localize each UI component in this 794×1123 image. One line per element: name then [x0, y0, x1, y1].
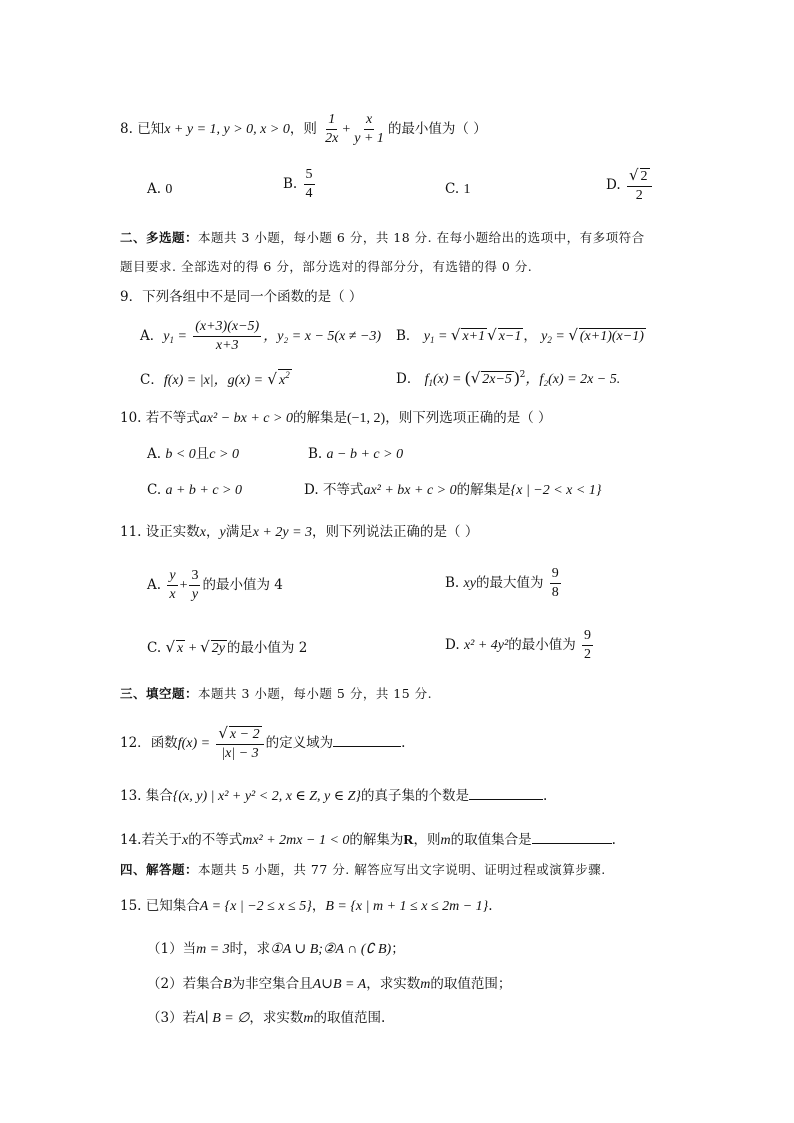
q9-option-b: B． $y_1$ = √ x+1 √ x−1 ， $y_2$ = √ (x+1)(x−1)	[396, 326, 644, 345]
q10-option-c: C. a + b + c > 0	[147, 482, 242, 498]
q8-fraction-2: $\frac{x}{y + 1}$	[354, 112, 384, 146]
q15-part-3: （3）若A∣ B = ∅，求实数m的取值范围.	[147, 1010, 386, 1026]
q14-answer-blank[interactable]	[532, 831, 612, 844]
section-3-header: 三、填空题：本题共 3 小题，每小题 5 分，共 15 分.	[120, 686, 433, 701]
q14-stem: 14.若关于x的不等式mx² + 2mx − 1 < 0的解集为R，则m的取值集合是 .	[120, 832, 616, 848]
q11-option-a: A. $\frac{y}{x}$ + $\frac{3}{y}$ 的最小值为 4	[147, 568, 283, 602]
q9-option-a: A．$y_1$ = $\frac{(x+3)(x-5)}{x+3}$ ，y₂ = x − 5(x ≠ −3)	[140, 319, 382, 353]
q15-stem: 15. 已知集合A = {x | −2 ≤ x ≤ 5}，B = {x | m + 1 ≤ x ≤ 2m − 1}.	[120, 898, 493, 914]
section-2-desc: 题目要求. 全部选对的得 6 分，部分选对的得部分分，有选错的得 0 分.	[120, 259, 533, 274]
section-4-header: 四、解答题：本题共 5 小题，共 77 分. 解答应写出文字说明、证明过程或演算步骤.	[120, 862, 606, 877]
q9-stem: 9．下列各组中不是同一个函数的是（ ）	[120, 289, 363, 305]
q10-option-b: B. a − b + c > 0	[308, 446, 404, 462]
q8-fraction-1: $\frac{1}{2x}$	[325, 112, 339, 146]
q15-part-1: （1）当m = 3时，求①A ∪ B;②A ∩ (∁ B)；	[147, 941, 405, 957]
q12-answer-blank[interactable]	[333, 734, 401, 747]
q11-option-b: B. xy的最大值为 $\frac{9}{8}$	[445, 566, 559, 600]
q9-option-c: C．f(x) = |x|，g(x) = √ $x^2$	[140, 370, 290, 388]
q8-stem: 8. 已知x + y = 1, y > 0, x > 0，则 $\frac{1}{2x}$ + $\frac{x}{y + 1}$ 的最小值为（ ）	[120, 112, 487, 146]
q8-option-b: B. $\frac{5}{4}$	[283, 167, 313, 201]
q8-option-d: D. $\frac{√ 2}{2}$	[606, 168, 654, 203]
q13-stem: 13. 集合{(x, y) | x² + y² < 2, x ∈ Z, y ∈ Z}的真子集的个数是 .	[120, 788, 548, 804]
q15-part-2: （2）若集合B为非空集合且A∪B = A，求实数m的取值范围；	[147, 976, 512, 992]
q12-stem: 12．函数f(x) = $\frac{√ x - 2}{|x| - 3}$ 的定义域为 .	[120, 724, 406, 761]
q9-option-d: D． $f_1(x)$ = (√ 2x−5 )$^2$，f₂(x) = 2x − 5.	[396, 368, 621, 388]
q8-option-c: C. 1	[445, 181, 471, 197]
q11-stem: 11. 设正实数x，y满足x + 2y = 3，则下列说法正确的是（ ）	[120, 524, 479, 540]
q10-option-a: A. b < 0且c > 0	[147, 446, 239, 462]
q10-option-d: D. 不等式ax² + bx + c > 0的解集是{x | −2 < x < 1}	[304, 482, 602, 498]
q11-option-c: C. √ x + √ 2y 的最小值为 2	[147, 638, 308, 656]
section-2-header: 二、多选题：本题共 3 小题，每小题 6 分，共 18 分. 在每小题给出的选项中，有多项符合	[120, 230, 645, 245]
q10-stem: 10. 若不等式ax² − bx + c > 0的解集是(−1, 2)，则下列选项正确的是（ ）	[120, 410, 552, 426]
q8-option-a: A. 0	[147, 181, 173, 197]
q11-option-d: D. x² + 4y²的最小值为 $\frac{9}{2}$	[445, 628, 592, 662]
q13-answer-blank[interactable]	[469, 787, 543, 800]
